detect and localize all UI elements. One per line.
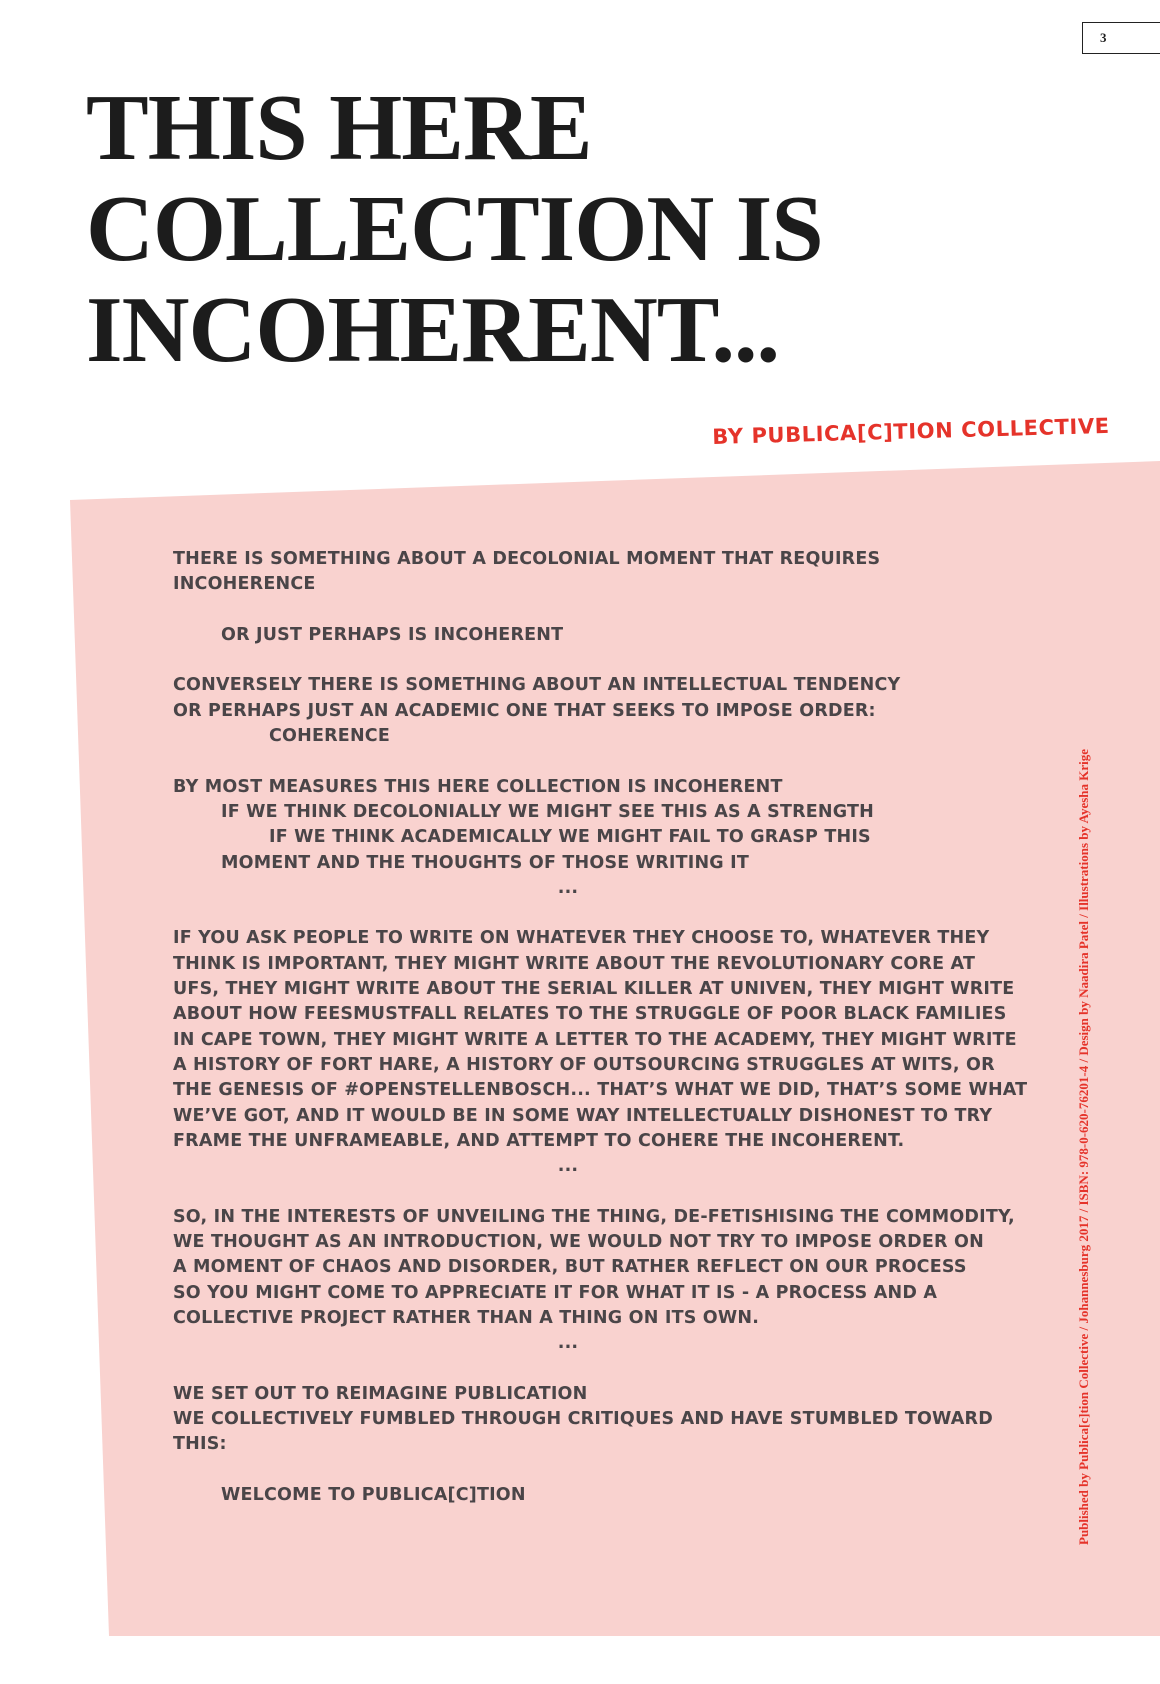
text-line: WE COLLECTIVELY FUMBLED THROUGH CRITIQUES AND HAVE STUMBLED TOWARD [173,1409,993,1430]
text-line: WELCOME TO PUBLICA[C]TION [221,1484,526,1505]
title-line: COLLECTION IS [86,177,823,281]
page-number: 3 [1082,22,1160,54]
text-line: WE SET OUT TO REIMAGINE PUBLICATION [173,1383,588,1404]
ellipsis-divider: ... [557,1156,579,1177]
title-line: INCOHERENT... [86,278,779,382]
text-line: SO YOU MIGHT COME TO APPRECIATE IT FOR WHAT IT IS - A PROCESS AND A [173,1282,938,1303]
publication-credit: Published by Publica[c]tion Collective / Johannesburg 2017 / ISBN: 978-0-620-76201-4 / Design by Naadira Patel / Illustrations by Ayesha Krige [1076,748,1091,1545]
spacer [173,1179,993,1204]
text-line: THERE IS SOMETHING ABOUT A DECOLONIAL MOMENT THAT REQUIRES [173,549,881,569]
spacer [173,1458,993,1483]
spacer [173,1357,993,1382]
spacer [173,901,993,926]
text-line: IF WE THINK DECOLONIALLY WE MIGHT SEE THIS AS A STRENGTH [221,801,874,822]
text-line: INCOHERENCE [173,574,316,595]
text-line: IN CAPE TOWN, THEY MIGHT WRITE A LETTER TO THE ACADEMY, THEY MIGHT WRITE [173,1029,1017,1050]
body-text [173,547,1028,1508]
text-line: COLLECTIVE PROJECT RATHER THAN A THING ON ITS OWN. [173,1307,760,1328]
text-line: SO, IN THE INTERESTS OF UNVEILING THE THING, DE-FETISHISING THE COMMODITY, [173,1206,1015,1227]
text-line: CONVERSELY THERE IS SOMETHING ABOUT AN INTELLECTUAL TENDENCY [173,675,901,696]
text-line: WE’VE GOT, AND IT WOULD BE IN SOME WAY INTELLECTUALLY DISHONEST TO TRY [173,1105,993,1126]
text-line: COHERENCE [269,726,390,747]
spacer [173,749,993,774]
text-line: A MOMENT OF CHAOS AND DISORDER, BUT RATHER REFLECT ON OUR PROCESS [173,1257,967,1278]
text-line: OR PERHAPS JUST AN ACADEMIC ONE THAT SEEKS TO IMPOSE ORDER: [173,700,876,721]
text-line: IF WE THINK ACADEMICALLY WE MIGHT FAIL TO GRASP THIS [269,827,871,848]
text-line: A HISTORY OF FORT HARE, A HISTORY OF OUTSOURCING STRUGGLES AT WITS, OR [173,1054,995,1075]
text-line: MOMENT AND THE THOUGHTS OF THOSE WRITING IT [221,852,750,873]
text-line: ABOUT HOW FEESMUSTFALL RELATES TO THE STRUGGLE OF POOR BLACK FAMILIES [173,1004,1007,1025]
ellipsis-divider: ... [557,1333,579,1354]
title-line: THIS HERE [86,76,592,180]
text-line: WE THOUGHT AS AN INTRODUCTION, WE WOULD NOT TRY TO IMPOSE ORDER ON [173,1232,984,1253]
spacer [173,648,993,673]
text-line: IF YOU ASK PEOPLE TO WRITE ON WHATEVER THEY CHOOSE TO, WHATEVER THEY [173,928,990,949]
text-line: THINK IS IMPORTANT, THEY MIGHT WRITE ABOUT THE REVOLUTIONARY CORE AT [173,953,976,974]
page-title [86,78,986,381]
text-line: OR JUST PERHAPS IS INCOHERENT [221,624,564,645]
byline: BY PUBLICA[C]TION COLLECTIVE [712,413,1111,449]
text-line: THIS: [173,1434,227,1455]
ellipsis-divider: ... [557,877,579,898]
text-line: BY MOST MEASURES THIS HERE COLLECTION IS INCOHERENT [173,776,783,797]
spacer [173,598,993,623]
text-line: THE GENESIS OF #OPENSTELLENBOSCH... THAT’S WHAT WE DID, THAT’S SOME WHAT [173,1080,1028,1101]
text-line: FRAME THE UNFRAMEABLE, AND ATTEMPT TO COHERE THE INCOHERENT. [173,1130,905,1151]
text-line: UFS, THEY MIGHT WRITE ABOUT THE SERIAL KILLER AT UNIVEN, THEY MIGHT WRITE [173,979,1015,1000]
